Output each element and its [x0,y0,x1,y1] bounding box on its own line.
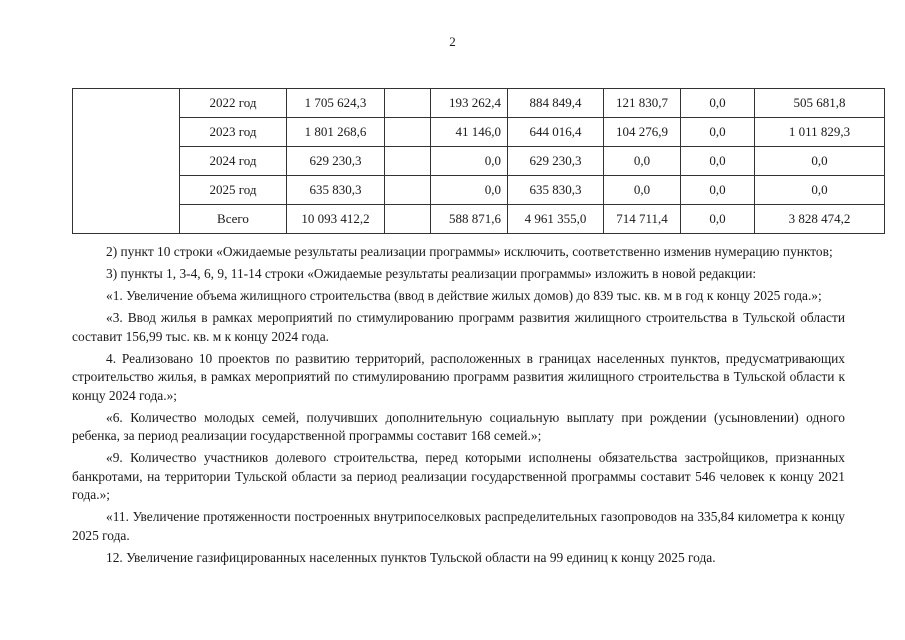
value-cell: 4 961 355,0 [508,205,604,234]
value-cell: 588 871,6 [431,205,508,234]
value-cell: 0,0 [431,176,508,205]
total-cell: 10 093 412,2 [287,205,385,234]
paragraph: «3. Ввод жилья в рамках мероприятий по стимулированию программ развития жилищного строительства в Тульской области составит 156,99 тыс. кв. м к концу 2024 года. [72,310,845,344]
value-cell: 0,0 [681,147,755,176]
value-cell: 644 016,4 [508,118,604,147]
value-cell: 0,0 [681,205,755,234]
total-cell: 635 830,3 [287,176,385,205]
value-cell: 104 276,9 [604,118,681,147]
value-cell: 0,0 [681,176,755,205]
value-cell: 0,0 [681,118,755,147]
value-cell: 41 146,0 [431,118,508,147]
value-cell: 505 681,8 [755,89,885,118]
merged-empty-cell [73,89,180,234]
year-cell: 2025 год [180,176,287,205]
empty-cell [385,176,431,205]
paragraph: «1. Увеличение объема жилищного строительства (ввод в действие жилых домов) до 839 тыс. кв. м в год к концу 2025 года.»; [106,288,822,303]
table-row [73,147,885,176]
value-cell: 635 830,3 [508,176,604,205]
document-body [72,243,845,571]
paragraph: «6. Количество молодых семей, получивших дополнительную социальную выплату при рождении (усыновлении) одного ребенка, за период реализации государственной программы составит 168 семей.»; [72,409,845,443]
paragraph: 2) пункт 10 строки «Ожидаемые результаты реализации программы» исключить, соответственно изменив нумерацию пунктов; [106,244,833,259]
table-row [73,118,885,147]
paragraph: 12. Увеличение газифицированных населенных пунктов Тульской области на 99 единиц к концу 2025 года. [106,549,716,565]
empty-cell [385,89,431,118]
empty-cell [385,147,431,176]
page-number: 2 [449,34,456,49]
paragraph: «9. Количество участников долевого строительства, перед которыми исполнены обязательства застройщиков, признанных банкротами, на территории Тульской области за период реализации государственной программы составит 546 человек к концу 2021 года.»; [72,450,845,502]
value-cell: 629 230,3 [508,147,604,176]
year-cell: 2023 год [180,118,287,147]
year-cell: 2024 год [180,147,287,176]
value-cell: 0,0 [604,176,681,205]
value-cell: 0,0 [681,89,755,118]
value-cell: 0,0 [755,147,885,176]
empty-cell [385,118,431,147]
table-row-total [73,205,885,234]
table-row [73,176,885,205]
empty-cell [385,205,431,234]
value-cell: 0,0 [755,176,885,205]
paragraph: «11. Увеличение протяженности построенных внутрипоселковых распределительных газопроводов на 335,84 километра к концу 2025 года. [72,509,845,543]
table-row [73,89,885,118]
year-cell: Всего [180,205,287,234]
paragraph: 3) пункты 1, 3-4, 6, 9, 11-14 строки «Ожидаемые результаты реализации программы» изложить в новой редакции: [106,266,757,281]
total-cell: 1 705 624,3 [287,89,385,118]
value-cell: 121 830,7 [604,89,681,118]
total-cell: 1 801 268,6 [287,118,385,147]
value-cell: 193 262,4 [431,89,508,118]
value-cell: 1 011 829,3 [755,118,885,147]
value-cell: 884 849,4 [508,89,604,118]
funding-table [72,88,885,234]
paragraph: 4. Реализовано 10 проектов по развитию территорий, расположенных в границах населенных пунктов, предусматривающих строительство жилья, в рамках мероприятий по стимулированию программ развития жилищного строительства в Тульской области к концу 2024 года.»; [72,350,845,403]
value-cell: 0,0 [431,147,508,176]
value-cell: 3 828 474,2 [755,205,885,234]
year-cell: 2022 год [180,89,287,118]
value-cell: 714 711,4 [604,205,681,234]
value-cell: 0,0 [604,147,681,176]
total-cell: 629 230,3 [287,147,385,176]
